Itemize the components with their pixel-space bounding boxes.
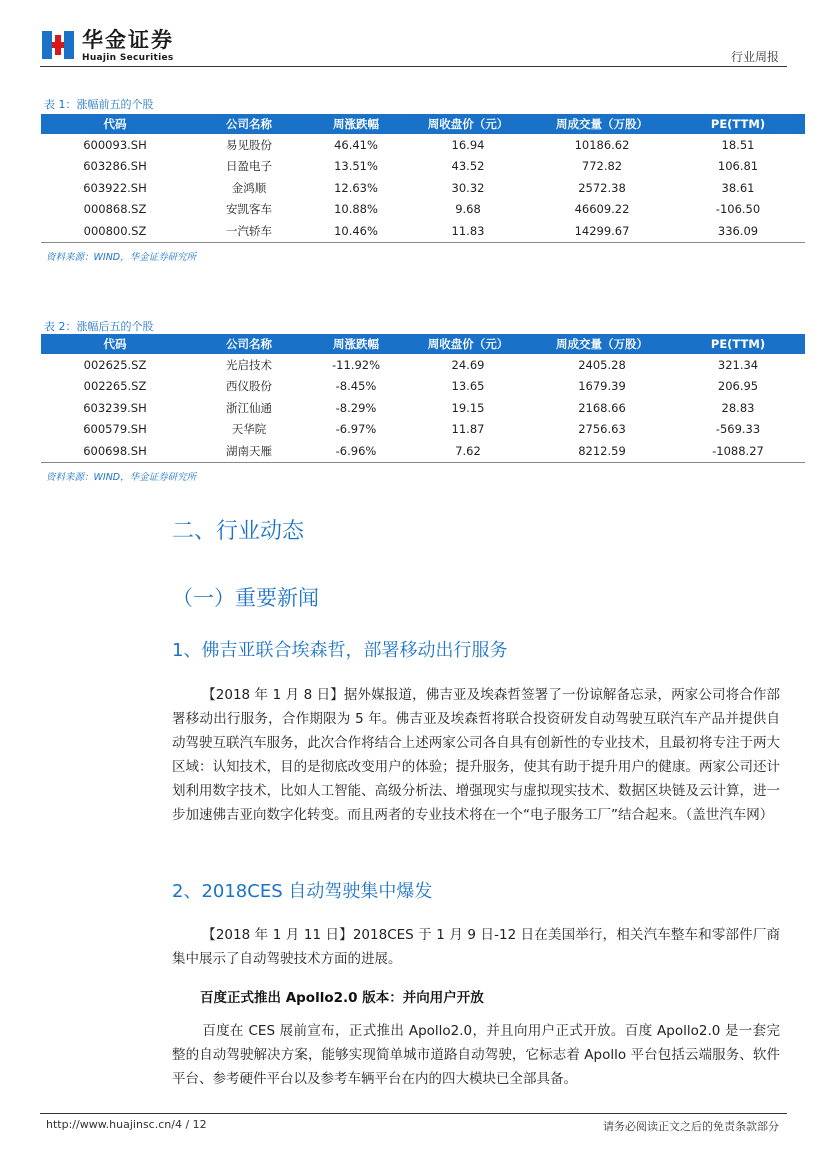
footer-url-page — [46, 1118, 207, 1131]
cell-pe: 28.83 — [721, 400, 755, 415]
table1-source: 资料来源：WIND，华金证券研究所 — [46, 252, 197, 263]
section-subtitle: （一）重要新闻 — [172, 586, 319, 610]
header-pe: PE(TTM) — [671, 334, 805, 354]
header-code: 代码 — [41, 114, 189, 134]
cell-close: 11.87 — [451, 422, 485, 437]
section-title: 二、行业动态 — [172, 519, 305, 544]
header-close: 周收盘价（元） — [403, 114, 533, 134]
table-row — [41, 199, 805, 221]
top-losers-table — [41, 334, 805, 463]
cell-company: 浙江仙通 — [226, 400, 272, 415]
cell-company: 天华院 — [231, 422, 267, 437]
cell-code: 000800.SZ — [41, 220, 189, 242]
cell-code: 002625.SZ — [83, 357, 147, 372]
cell-volume: 772.82 — [581, 159, 623, 174]
cell-company: 金鸿顺 — [231, 180, 267, 195]
cell-close: 43.52 — [451, 159, 485, 174]
cell-volume: 10186.62 — [574, 137, 630, 152]
header-code: 代码 — [41, 334, 189, 354]
cell-change: -6.97% — [335, 422, 377, 437]
header-pe: PE(TTM) — [671, 114, 805, 134]
news2-body: 【2018 年 1 月 11 日】2018CES 于 1 月 9 日-12 日在美国举行，相关汽车整车和零部件厂商集中展示了自动驾驶技术方面的进展。 — [172, 927, 780, 967]
footer-disclaimer: 请务必阅读正文之后的免责条款部分 — [603, 1120, 779, 1133]
header-company: 公司名称 — [189, 334, 309, 354]
table-row — [41, 177, 805, 199]
cell-pe: 106.81 — [717, 159, 759, 174]
cell-close: 24.69 — [451, 357, 485, 372]
header-change: 周涨跌幅 — [309, 114, 403, 134]
logo-text-en: Huajin Securities — [82, 53, 174, 63]
cell-close: 13.65 — [451, 379, 485, 394]
table2-source: 资料来源：WIND，华金证券研究所 — [46, 472, 197, 483]
table-header-row — [41, 114, 805, 134]
cell-close: 30.32 — [451, 180, 485, 195]
cell-company: 光启技术 — [226, 357, 272, 372]
cell-code: 600093.SH — [83, 137, 147, 152]
cell-volume: 8212.59 — [533, 440, 671, 462]
table-row — [41, 354, 805, 376]
cell-company: 湖南天雁 — [189, 440, 309, 462]
cell-change: -11.92% — [332, 357, 380, 372]
table-row — [41, 376, 805, 398]
footer-url[interactable]: http://www.huajinsc.cn/ — [46, 1118, 175, 1131]
cell-volume: 2572.38 — [578, 180, 626, 195]
table-row — [41, 440, 805, 462]
table-row — [41, 220, 805, 242]
cell-close: 7.62 — [403, 440, 533, 462]
header-divider — [40, 66, 787, 67]
cell-volume: 14299.67 — [533, 220, 671, 242]
header-close: 周收盘价（元） — [403, 334, 533, 354]
cell-volume: 2168.66 — [578, 400, 626, 415]
news1-paragraph — [172, 683, 780, 827]
news1-title: 1、佛吉亚联合埃森哲，部署移动出行服务 — [172, 640, 508, 661]
cell-pe: -1088.27 — [671, 440, 805, 462]
cell-code: 002265.SZ — [83, 379, 147, 394]
header-volume: 周成交量（万股） — [533, 334, 671, 354]
cell-company: 一汽轿车 — [189, 220, 309, 242]
news2-paragraph — [172, 923, 780, 971]
header-change: 周涨跌幅 — [309, 334, 403, 354]
header-company: 公司名称 — [189, 114, 309, 134]
cell-company: 日盈电子 — [226, 159, 272, 174]
cell-company: 易见股份 — [226, 137, 272, 152]
table-row — [41, 156, 805, 178]
cell-pe: 321.34 — [717, 357, 759, 372]
cell-change: -8.45% — [335, 379, 377, 394]
news2-highlight: 百度正式推出 Apollo2.0 版本：并向用户开放 — [200, 990, 484, 1006]
cell-company: 西仪股份 — [226, 379, 272, 394]
cell-change: 10.46% — [309, 220, 403, 242]
table-row — [41, 419, 805, 441]
table2-caption: 表 2：涨幅后五的个股 — [44, 320, 154, 333]
table-row — [41, 397, 805, 419]
cell-change: 12.63% — [334, 180, 378, 195]
cell-company: 安凯客车 — [226, 202, 272, 217]
news2-title: 2、2018CES 自动驾驶集中爆发 — [172, 881, 433, 902]
page-number: 4 / 12 — [174, 1118, 207, 1131]
news2-body-2: 百度在 CES 展前宣布，正式推出 Apollo2.0，并且向用户正式开放。百度 Apollo2.0 是一套完整的自动驾驶解决方案，能够实现简单城市道路自动驾驶，它标志着 Apollo 平台包括云端服务、软件平台、参考硬件平台以及参考车辆平台在内的四大模块已全部具备。 — [172, 1023, 780, 1087]
cell-close: 16.94 — [451, 137, 485, 152]
cell-code: 603286.SH — [83, 159, 147, 174]
cell-code: 000868.SZ — [83, 202, 147, 217]
cell-change: -8.29% — [335, 400, 377, 415]
news1-body: 【2018 年 1 月 8 日】据外媒报道，佛吉亚及埃森哲签署了一份谅解备忘录，两家公司将合作部署移动出行服务，合作期限为 5 年。佛吉亚及埃森哲将联合投资研发自动驾驶互联汽车产品并提供自动驾驶互联汽车服务，此次合作将结合上述两家公司各自具有创新性的专业技术，且最初将专注于两大区域：认知技术，目的是彻底改变用户的体验；提升服务，使其有助于提升用户的健康。两家公司还计划利用数字技术，比如人工智能、高级分析法、增强现实与虚拟现实技术、数据区块链及云计算，进一步加速佛吉亚向数字化转变。而且两者的专业技术将在一个“电子服务工厂”结合起来。（盖世汽车网） — [172, 687, 780, 823]
table-header-row — [41, 334, 805, 354]
cell-close: 11.83 — [403, 220, 533, 242]
header-volume: 周成交量（万股） — [533, 114, 671, 134]
table-row — [41, 134, 805, 156]
cell-volume: 2405.28 — [578, 357, 626, 372]
table1-caption: 表 1：涨幅前五的个股 — [44, 98, 154, 111]
cell-pe: 18.51 — [721, 137, 755, 152]
logo-text-cn: 华金证券 — [82, 28, 174, 52]
cell-close: 19.15 — [451, 400, 485, 415]
cell-volume: 46609.22 — [574, 202, 630, 217]
cell-pe: -106.50 — [715, 202, 761, 217]
cell-pe: 206.95 — [717, 379, 759, 394]
footer-divider — [40, 1113, 787, 1114]
cell-change: 10.88% — [334, 202, 378, 217]
cell-change: 46.41% — [334, 137, 378, 152]
company-logo-icon — [42, 31, 74, 59]
cell-pe: 38.61 — [721, 180, 755, 195]
cell-pe: 336.09 — [671, 220, 805, 242]
cell-code: 603922.SH — [83, 180, 147, 195]
cell-volume: 1679.39 — [578, 379, 626, 394]
cell-code: 600579.SH — [83, 422, 147, 437]
report-type-label: 行业周报 — [730, 50, 779, 64]
cell-volume: 2756.63 — [578, 422, 626, 437]
top-gainers-table — [41, 114, 805, 243]
cell-code: 600698.SH — [41, 440, 189, 462]
cell-change: -6.96% — [309, 440, 403, 462]
cell-close: 9.68 — [455, 202, 481, 217]
cell-pe: -569.33 — [715, 422, 761, 437]
cell-code: 603239.SH — [83, 400, 147, 415]
cell-change: 13.51% — [334, 159, 378, 174]
news2-paragraph-2 — [172, 1019, 780, 1091]
